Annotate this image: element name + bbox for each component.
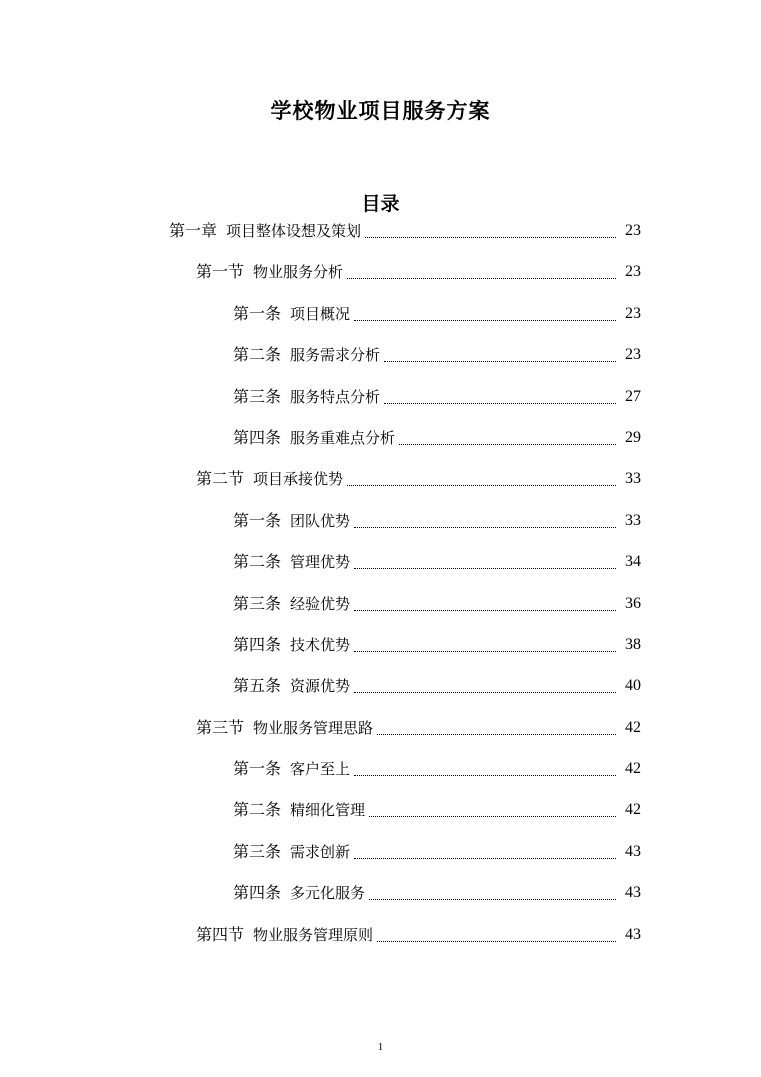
toc-entry-article[interactable] <box>0 549 761 590</box>
toc-entry-page: 23 <box>625 263 641 281</box>
dot-leader <box>354 591 616 611</box>
toc-entry-article[interactable] <box>0 508 761 549</box>
toc-entry-article[interactable] <box>0 756 761 797</box>
dot-leader <box>354 508 616 528</box>
toc-entry-title: 物业服务管理思路 <box>253 718 374 737</box>
toc-entry-number: 第二条 <box>233 552 282 572</box>
toc-entry-title: 项目概况 <box>290 304 351 323</box>
toc-entry-page: 23 <box>625 346 641 364</box>
toc-entry-title: 资源优势 <box>290 677 351 696</box>
toc-entry-page: 42 <box>625 760 641 778</box>
toc-entry-article[interactable] <box>0 673 761 714</box>
toc-entry-page: 34 <box>625 553 641 571</box>
toc-entry-number: 第一章 <box>169 221 218 240</box>
toc-entry-number: 第一条 <box>233 303 282 323</box>
toc-entry-page: 42 <box>625 718 641 736</box>
toc-entry-title: 服务特点分析 <box>290 387 381 406</box>
table-of-contents <box>0 218 761 963</box>
dot-leader <box>399 425 616 445</box>
toc-entry-article[interactable] <box>0 591 761 632</box>
dot-leader <box>384 342 616 362</box>
toc-entry-page: 23 <box>625 304 641 322</box>
toc-entry-page: 43 <box>625 842 641 860</box>
toc-entry-article[interactable] <box>0 839 761 880</box>
toc-entry-page: 36 <box>625 594 641 612</box>
toc-entry-number: 第三节 <box>196 717 245 737</box>
page-number: 1 <box>377 1041 384 1053</box>
toc-entry-page: 38 <box>625 635 641 653</box>
dot-leader <box>354 632 616 652</box>
toc-entry-title: 服务重难点分析 <box>290 428 396 447</box>
dot-leader <box>369 797 616 817</box>
toc-entry-article[interactable] <box>0 425 761 466</box>
toc-entry-number: 第一条 <box>233 510 282 530</box>
toc-entry-page: 29 <box>625 428 641 446</box>
toc-entry-chapter-1[interactable] <box>0 218 761 259</box>
toc-entry-article[interactable] <box>0 880 761 921</box>
toc-entry-number: 第五条 <box>233 676 282 696</box>
toc-entry-title: 物业服务分析 <box>253 263 344 282</box>
toc-entry-number: 第三条 <box>233 593 282 613</box>
dot-leader <box>354 301 616 321</box>
toc-entry-number: 第一节 <box>196 262 245 282</box>
toc-entry-section-2[interactable] <box>0 466 761 507</box>
toc-heading: 目录 <box>361 193 400 215</box>
toc-entry-title: 多元化服务 <box>290 884 366 903</box>
dot-leader <box>354 673 616 693</box>
toc-entry-page: 40 <box>625 677 641 695</box>
dot-leader <box>347 466 616 486</box>
document-title: 学校物业项目服务方案 <box>270 99 491 123</box>
toc-entry-title: 经验优势 <box>290 594 351 613</box>
toc-entry-number: 第三条 <box>233 841 282 861</box>
toc-entry-number: 第一条 <box>233 759 282 779</box>
toc-entry-number: 第二条 <box>233 800 282 820</box>
dot-leader <box>354 549 616 569</box>
toc-entry-page: 43 <box>625 884 641 902</box>
toc-entry-title: 需求创新 <box>290 842 351 861</box>
toc-entry-page: 27 <box>625 387 641 405</box>
dot-leader <box>384 384 616 404</box>
toc-entry-title: 管理优势 <box>290 553 351 572</box>
toc-entry-article[interactable] <box>0 632 761 673</box>
toc-entry-number: 第四条 <box>233 634 282 654</box>
toc-entry-number: 第三条 <box>233 386 282 406</box>
toc-entry-section-4[interactable] <box>0 922 761 963</box>
toc-entry-title: 服务需求分析 <box>290 346 381 365</box>
dot-leader <box>377 922 616 942</box>
toc-entry-number: 第四条 <box>233 883 282 903</box>
toc-entry-title: 客户至上 <box>290 760 351 779</box>
dot-leader <box>354 839 616 859</box>
toc-entry-number: 第四条 <box>233 427 282 447</box>
dot-leader <box>377 715 616 735</box>
toc-entry-page: 42 <box>625 801 641 819</box>
toc-entry-title: 物业服务管理原则 <box>253 925 374 944</box>
toc-entry-number: 第四节 <box>196 924 245 944</box>
toc-entry-section-3[interactable] <box>0 715 761 756</box>
toc-entry-page: 33 <box>625 470 641 488</box>
toc-entry-article[interactable] <box>0 384 761 425</box>
toc-entry-title: 团队优势 <box>290 511 351 530</box>
dot-leader <box>365 218 616 238</box>
dot-leader <box>347 259 616 279</box>
toc-entry-article[interactable] <box>0 301 761 342</box>
toc-entry-number: 第二条 <box>233 345 282 365</box>
toc-entry-number: 第二节 <box>196 469 245 489</box>
toc-entry-page: 33 <box>625 511 641 529</box>
toc-entry-section-1[interactable] <box>0 259 761 300</box>
toc-entry-title: 项目整体设想及策划 <box>226 222 362 240</box>
dot-leader <box>354 756 616 776</box>
dot-leader <box>369 880 616 900</box>
toc-entry-article[interactable] <box>0 797 761 838</box>
toc-entry-title: 精细化管理 <box>290 801 366 820</box>
toc-entry-page: 23 <box>625 222 641 239</box>
toc-entry-title: 项目承接优势 <box>253 470 344 489</box>
toc-entry-title: 技术优势 <box>290 635 351 654</box>
toc-entry-page: 43 <box>625 925 641 943</box>
toc-entry-article[interactable] <box>0 342 761 383</box>
